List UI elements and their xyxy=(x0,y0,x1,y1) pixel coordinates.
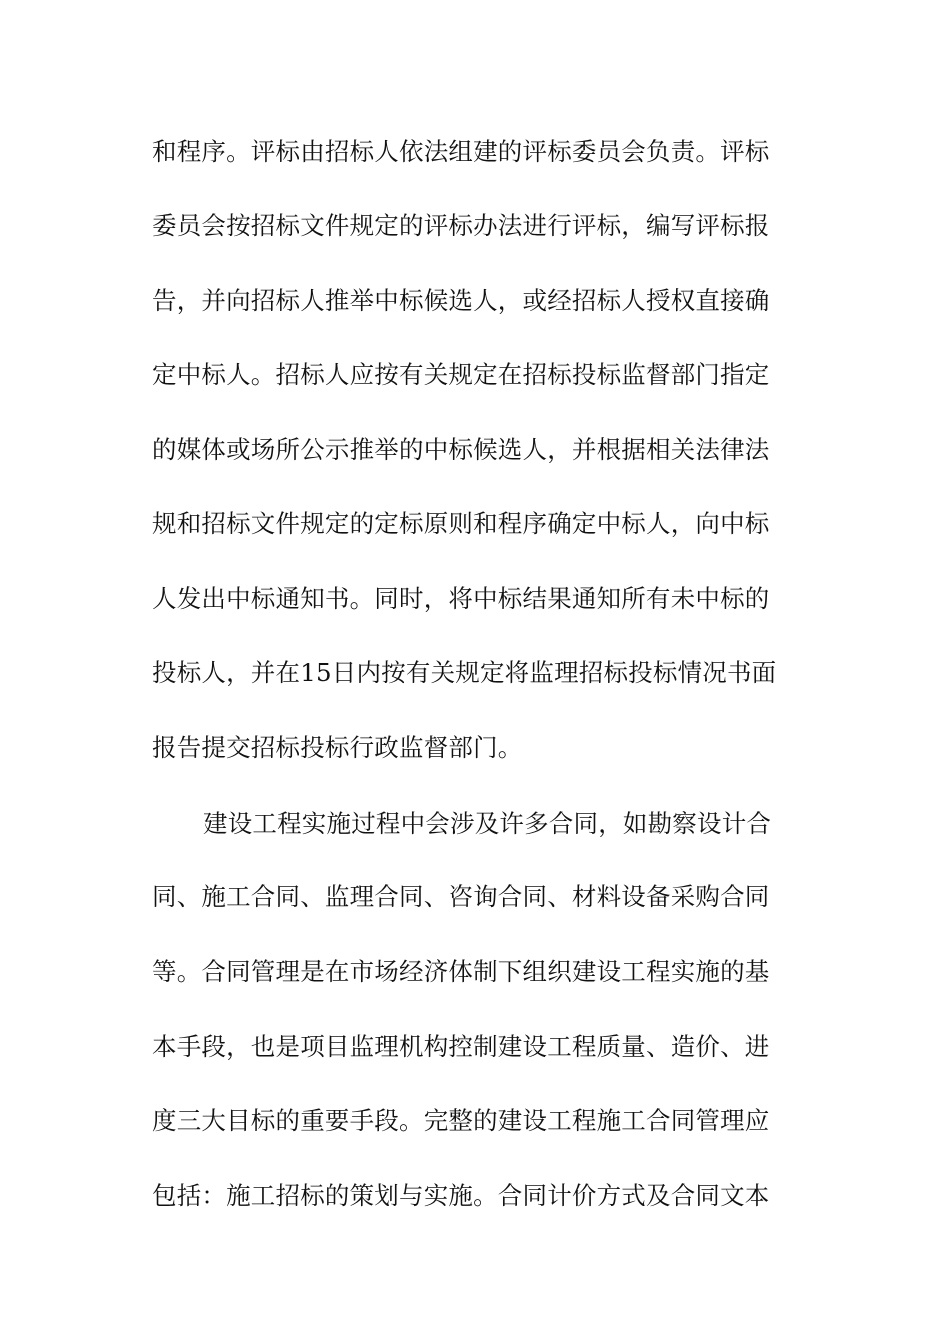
text-line: 告，并向招标人推举中标候选人，或经招标人授权直接确 xyxy=(152,286,770,315)
text-line: 和程序。评标由招标人依法组建的评标委员会负责。评标 xyxy=(152,137,770,166)
text-line: 规和招标文件规定的定标原则和程序确定中标人，向中标 xyxy=(152,509,770,538)
text-line: 投标人，并在15日内按有关规定将监理招标投标情况书面 xyxy=(152,658,777,687)
text-line: 度三大目标的重要手段。完整的建设工程施工合同管理应 xyxy=(152,1106,770,1135)
text-line: 同、施工合同、监理合同、咨询合同、材料设备采购合同 xyxy=(152,882,770,911)
text-line: 建设工程实施过程中会涉及许多合同，如勘察设计合 xyxy=(203,809,772,838)
text-line: 本手段，也是项目监理机构控制建设工程质量、造价、进 xyxy=(152,1032,770,1061)
text-line: 报告提交招标投标行政监督部门。 xyxy=(152,733,523,762)
text-line: 人发出中标通知书。同时，将中标结果通知所有未中标的 xyxy=(152,584,770,613)
text-line: 委员会按招标文件规定的评标办法进行评标，编写评标报 xyxy=(152,211,770,240)
text-line: 等。合同管理是在市场经济体制下组织建设工程实施的基 xyxy=(152,957,770,986)
text-line: 定中标人。招标人应按有关规定在招标投标监督部门指定 xyxy=(152,360,770,389)
text-line: 包括：施工招标的策划与实施。合同计价方式及合同文本 xyxy=(152,1181,770,1210)
text-line: 的媒体或场所公示推举的中标候选人，并根据相关法律法 xyxy=(152,435,770,464)
